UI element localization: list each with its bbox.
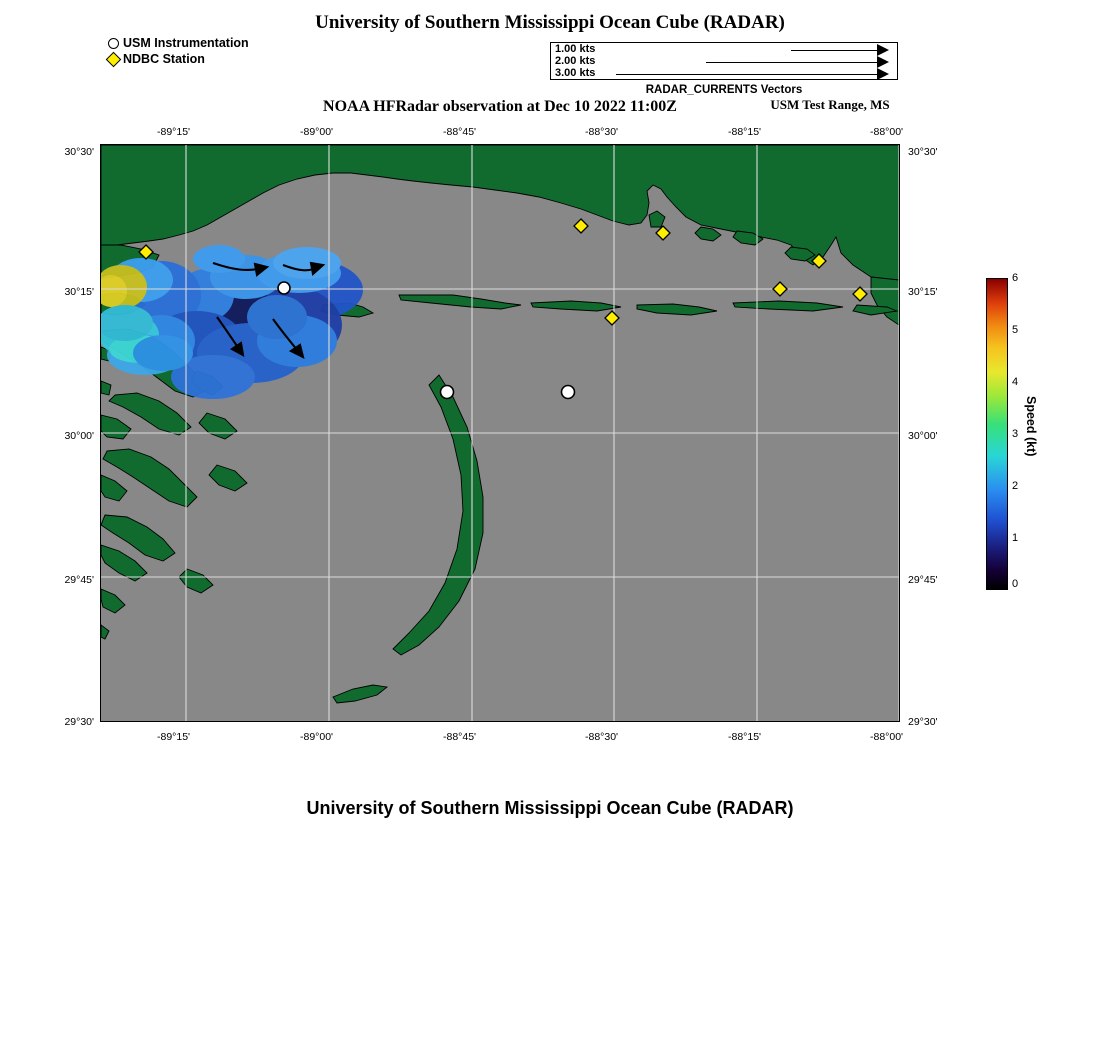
- vector-arrowhead-2: [877, 56, 889, 68]
- legend-label-usm: USM Instrumentation: [123, 36, 249, 50]
- vector-scale-legend: [550, 42, 898, 80]
- colorbar-title: Speed (kt): [1024, 396, 1038, 457]
- axis-tick-top-5: -88°00': [870, 126, 904, 138]
- vector-scale-row-3: [551, 68, 899, 80]
- axis-tick-top-4: -88°15': [728, 126, 762, 138]
- vector-legend-caption: RADAR_CURRENTS Vectors: [645, 84, 803, 96]
- axis-tick-bottom-5: -88°00': [870, 731, 904, 743]
- legend-item-ndbc: [108, 52, 249, 67]
- colorbar-tick-3: 3: [1012, 428, 1019, 440]
- axis-tick-right-0: 30°30': [908, 146, 938, 158]
- colorbar-tick-0: 0: [1012, 578, 1019, 590]
- axis-tick-bottom-0: -89°15': [157, 731, 191, 743]
- axis-tick-top-3: -88°30': [585, 126, 619, 138]
- axis-tick-left-1: 30°15': [64, 286, 94, 298]
- usm-station-marker[interactable]: [278, 282, 290, 294]
- map-canvas: [101, 145, 899, 721]
- axis-tick-top-2: -88°45': [443, 126, 477, 138]
- vector-scale-row-1: [551, 44, 899, 56]
- vector-shaft-1: [791, 50, 877, 51]
- colorbar-tick-5: 5: [1012, 324, 1019, 336]
- axis-tick-bottom-2: -88°45': [443, 731, 477, 743]
- axis-tick-top-0: -89°15': [157, 126, 191, 138]
- colorbar-tick-6: 6: [1012, 272, 1019, 284]
- axis-tick-bottom-4: -88°15': [728, 731, 762, 743]
- axis-tick-left-2: 30°00': [64, 430, 94, 442]
- colorbar-tick-1: 1: [1012, 532, 1019, 544]
- vector-scale-label-2: 2.00 kts: [555, 55, 596, 67]
- legend-item-usm: [108, 36, 249, 51]
- axis-tick-right-1: 30°15': [908, 286, 938, 298]
- footer-title: University of Southern Mississippi Ocean Cube (RADAR): [306, 798, 794, 818]
- vector-arrowhead-1: [877, 44, 889, 56]
- range-title: USM Test Range, MS: [770, 97, 890, 112]
- vector-arrowhead-3: [877, 68, 889, 80]
- vector-scale-label-1: 1.00 kts: [555, 43, 596, 55]
- usm-station-marker[interactable]: [441, 386, 454, 399]
- axis-tick-left-4: 29°30': [64, 716, 94, 728]
- vector-scale-label-3: 3.00 kts: [555, 67, 596, 79]
- circle-marker-icon: [108, 38, 119, 49]
- legend-label-ndbc: NDBC Station: [123, 52, 205, 66]
- axis-tick-bottom-3: -88°30': [585, 731, 619, 743]
- colorbar-gradient: [986, 278, 1008, 590]
- axis-tick-right-4: 29°30': [908, 716, 938, 728]
- axis-tick-left-3: 29°45': [64, 574, 94, 586]
- colorbar-tick-2: 2: [1012, 480, 1019, 492]
- axis-tick-bottom-1: -89°00': [300, 731, 334, 743]
- vector-shaft-2: [706, 62, 877, 63]
- observation-title: NOAA HFRadar observation at Dec 10 2022 11:00Z: [323, 98, 677, 115]
- axis-tick-right-3: 29°45': [908, 574, 938, 586]
- vector-shaft-3: [616, 74, 877, 75]
- usm-station-marker[interactable]: [562, 386, 575, 399]
- marker-legend: [108, 36, 249, 68]
- map-plot-area[interactable]: [100, 144, 900, 722]
- axis-tick-top-1: -89°00': [300, 126, 334, 138]
- colorbar-tick-4: 4: [1012, 376, 1019, 388]
- axis-tick-right-2: 30°00': [908, 430, 938, 442]
- vector-scale-row-2: [551, 56, 899, 68]
- diamond-marker-icon: [106, 52, 122, 68]
- page-title: University of Southern Mississippi Ocean Cube (RADAR): [315, 12, 785, 33]
- axis-tick-left-0: 30°30': [64, 146, 94, 158]
